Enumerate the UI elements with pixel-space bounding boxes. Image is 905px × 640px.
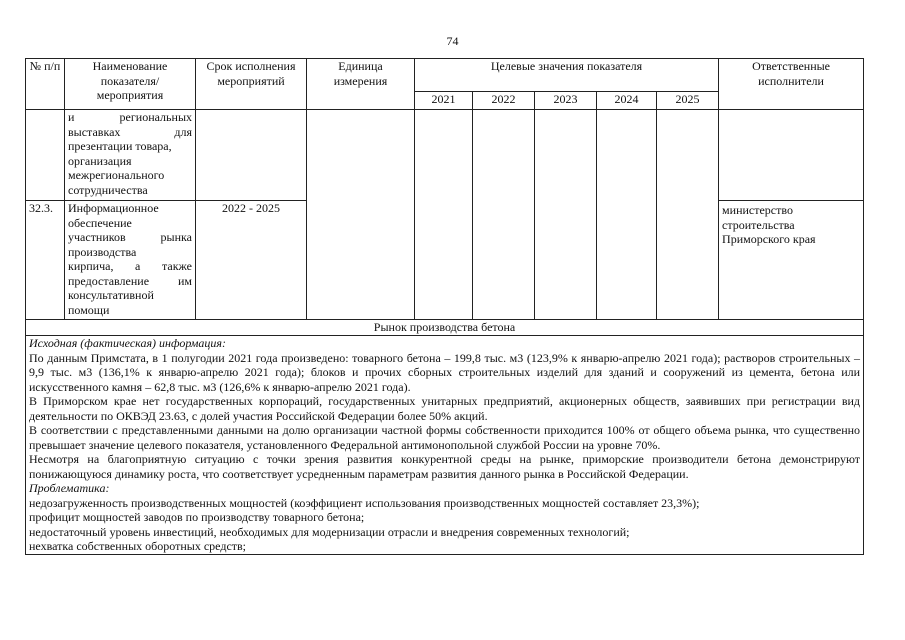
name-line: сотрудничества [68, 182, 148, 197]
problem-item: нехватка собственных оборотных средств; [29, 539, 247, 553]
cell-year-value [657, 110, 719, 320]
name-line: и региональных выставках для [68, 110, 192, 139]
cell-year-value [597, 110, 657, 320]
cell-unit [307, 110, 415, 320]
section-title: Рынок производства бетона [26, 320, 864, 336]
cell-responsible: министерство строительства Приморского края [719, 201, 864, 320]
name-line: обеспечение [68, 215, 132, 230]
name-line: производства [68, 244, 137, 259]
header-year: 2025 [657, 92, 719, 110]
cell-no [26, 110, 65, 201]
name-line: предоставление им [68, 273, 192, 288]
cell-term [196, 110, 307, 201]
info-heading: Исходная (фактическая) информация: [29, 336, 226, 350]
name-line: Информационное [68, 201, 159, 215]
problem-item: профицит мощностей заводов по производству товарного бетона; [29, 510, 365, 524]
cell-no: 32.3. [26, 201, 65, 320]
name-line: межрегионального [68, 168, 165, 182]
info-paragraph: В соответствии с представленными данными на долю организации частной формы собственности приходится 100% от общего объема рынка, что существенно превышает значение целевого показателя, установленного Федеральной антимонопольной службой России на уровне 70%. [29, 423, 861, 452]
cell-name [65, 201, 196, 320]
problems-heading: Проблематика: [29, 481, 110, 495]
header-year: 2023 [535, 92, 597, 110]
name-line: презентации товара, [68, 139, 172, 153]
name-line: организация [68, 153, 132, 168]
header-year: 2024 [597, 92, 657, 110]
header-name: Наименование показателя/мероприятия [65, 59, 196, 110]
header-year: 2021 [415, 92, 473, 110]
header-year: 2022 [473, 92, 535, 110]
info-paragraph: Несмотря на благоприятную ситуацию с точки зрения развития конкурентной среды на рынке, приморские производители бетона демонстрируют понижающуюся динамику роста, что соответствует усредненным параметрам развития данного рынка в Российской Федерации. [29, 452, 861, 481]
name-line: кирпича, а также [68, 259, 192, 273]
measures-table [25, 58, 864, 555]
header-term: Срок исполнения мероприятий [196, 59, 307, 110]
cell-term: 2022 - 2025 [196, 201, 307, 320]
page-number: 74 [446, 34, 459, 48]
header-unit: Единица измерения [307, 59, 415, 110]
header-no: № п/п [26, 59, 65, 110]
name-line: консультативной [68, 288, 154, 302]
info-paragraph: В Приморском крае нет государственных корпораций, государственных унитарных предприятий, акционерных обществ, заявивших при регистрации вид деятельности по ОКВЭД 23.63, с долей участия Российской Федерации более 50% акций. [29, 394, 861, 423]
problem-item: недостаточный уровень инвестиций, необходимых для модернизации отрасли и внедрения современных технологий; [29, 524, 630, 539]
cell-year-value [535, 110, 597, 320]
header-targets: Целевые значения показателя [415, 59, 719, 92]
cell-year-value [415, 110, 473, 320]
name-line: помощи [68, 302, 110, 317]
name-line: участников рынка [68, 230, 192, 244]
cell-responsible [719, 110, 864, 201]
table-row [26, 110, 864, 201]
info-paragraph: По данным Примстата, в 1 полугодии 2021 года произведено: товарного бетона – 199,8 тыс. м3 (123,9% к январю-апрелю 2021 года); растворов строительных – 9,9 тыс. м3 (136,1% к январю-апрелю 2021 года); блоков и прочих сборных строительных изделий для зданий и сооружений из цемента, бетона или искусственного камня – 62,8 тыс. м3 (126,6% к январю-апрелю 2021 года). [29, 350, 861, 394]
info-block [26, 336, 864, 555]
header-responsible: Ответственные исполнители [719, 59, 864, 110]
problem-item: недозагруженность производственных мощностей (коэффициент использования производственных мощностей составляет 23,3%); [29, 495, 700, 510]
cell-year-value [473, 110, 535, 320]
cell-name [65, 110, 196, 201]
